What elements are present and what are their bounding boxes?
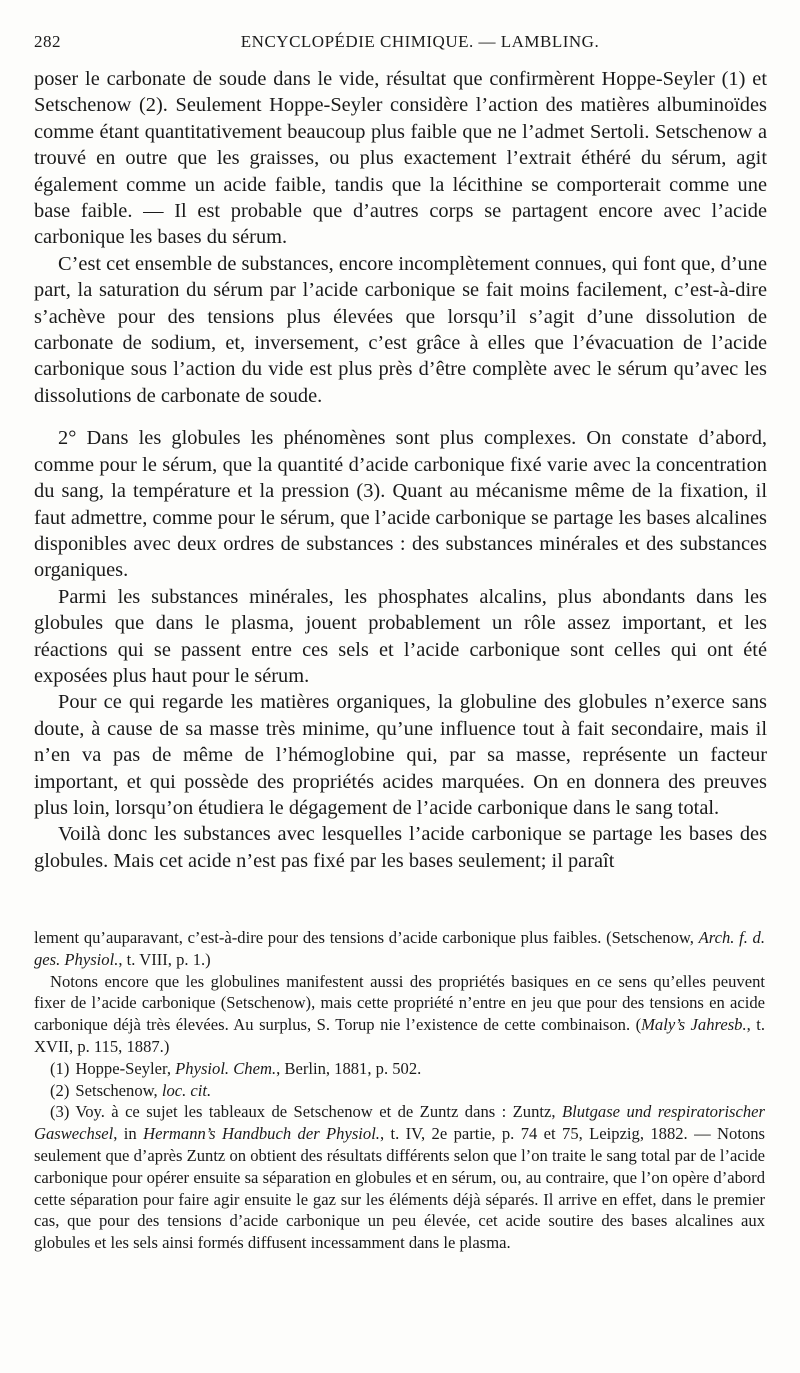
main-text bbox=[34, 66, 767, 874]
footnote-text: , t. IV, 2e partie, p. 74 et 75, Leipzig, 1882. — Notons seulement que d’après Zuntz on obtient des résultats différents selon que l’on traite le sang total par de l’acide carbonique pour opérer ensuite sa séparation en globules et en sérum, ou, au contraire, que l’on opère d’abord cette séparation pour faire agir ensuite le gaz sur les éléments déjà séparés. Il arrive en effet, dans le premier cas, que pour des tensions d’acide carbonique un peu élevée, cet acide soutire des bases alcalines aux globules et les sels ainsi formés diffusent incessamment dans le plasma. bbox=[34, 1124, 766, 1253]
paragraph-2: C’est cet ensemble de substances, encore incomplètement connues, qui font que, d’une part, la saturation du sérum par l’acide carbonique se fait moins facilement, c’est-à-dire s’achève pour des tensions plus élevées que lorsqu’il s’agit d’une dissolution de carbonate de sodium, et, inversement, c’est grâce à elles que l’évacuation de l’acide carbonique sous l’action du vide est plus près d’être complète avec le sérum qu’avec les dissolutions de carbonate de soude. bbox=[34, 252, 767, 407]
paragraph-5: Pour ce qui regarde les matières organiques, la globuline des globules n’exerce sans doute, à cause de sa masse très minime, qu’une influence tout à fait secondaire, mais il n’en va pas de même de l’hémoglobine qui, par sa masse, représente un facteur important, et qui possède des propriétés acides marquées. On en donnera des preuves plus loin, lorsqu’on étudiera le dégagement de l’acide carbonique dans le sang total. bbox=[34, 691, 767, 819]
footnote-citation: Arch. f. d. ges. Physiol. bbox=[34, 928, 765, 969]
footnote-marker: (1) bbox=[50, 1058, 70, 1078]
footnotes bbox=[34, 927, 765, 1254]
paragraph-4: Parmi les substances minérales, les phosphates alcalins, plus abondants dans les globules que dans le plasma, jouent probablement un rôle assez important, et les réactions qui se passent entre ces sels et l’acide carbonique sont celles qui ont été exposées plus haut pour le sérum. bbox=[34, 585, 767, 687]
running-title: ENCYCLOPÉDIE CHIMIQUE. — LAMBLING. bbox=[240, 32, 600, 51]
footnote-text: lement qu’auparavant, c’est-à-dire pour des tensions d’acide carbonique plus faibles. (Setschenow, bbox=[34, 928, 699, 947]
paragraph-1: poser le carbonate de soude dans le vide, résultat que confirmèrent Hoppe-Seyler (1) et Setschenow (2). Seulement Hoppe-Seyler considère l’action des matières albuminoïdes comme étant quantitativement beaucoup plus faible que ne l’admet Sertoli. Setschenow a trouvé en outre que les graisses, ou plus exactement l’extrait éthéré du sérum, agit également comme un acide faible, tandis que la lécithine se comporterait comme une base faible. — Il est probable que d’autres corps se partagent encore avec l’acide carbonique les bases du sérum. bbox=[34, 68, 767, 249]
footnote-3 bbox=[34, 1101, 765, 1254]
footnote-marker: (3) bbox=[50, 1102, 70, 1122]
footnote-text: , t. VIII, p. 1.) bbox=[118, 949, 211, 969]
footnote-text: , in bbox=[113, 1124, 144, 1144]
footnote-text: Voy. à ce sujet les tableaux de Setschenow et de Zuntz dans : Zuntz, bbox=[75, 1102, 562, 1122]
footnote-text: , t. XVII, p. 115, 1887.) bbox=[34, 1015, 766, 1056]
footnote-text: , Berlin, 1881, p. 502. bbox=[276, 1058, 422, 1078]
footnote-citation: Maly’s Jahresb. bbox=[641, 1015, 747, 1035]
footnote-marker: (2) bbox=[50, 1080, 70, 1100]
footnote-citation: Physiol. Chem. bbox=[175, 1058, 277, 1078]
paragraph-6: Voilà donc les substances avec lesquelles l’acide carbonique se partage les bases des globules. Mais cet acide n’est pas fixé par les bases seulement; il paraît bbox=[34, 823, 767, 872]
footnote-citation: Blutgase und respiratorischer Gaswechsel bbox=[34, 1102, 765, 1144]
running-header bbox=[34, 32, 766, 58]
footnote-2 bbox=[34, 1080, 765, 1102]
footnote-1 bbox=[34, 1058, 765, 1080]
footnote-continuation bbox=[34, 927, 765, 971]
footnote-text: Setschenow, bbox=[75, 1080, 162, 1100]
footnote-citation: Hermann’s Handbuch der Physiol. bbox=[143, 1124, 380, 1144]
page-number: 282 bbox=[34, 32, 61, 51]
footnote-note bbox=[34, 971, 765, 1058]
footnote-text: Notons encore que les globulines manifestent aussi des propriétés basiques en ce sens qu’elles peuvent fixer de l’acide carbonique (Setschenow), mais cette propriété n’entre en jeu que pour des tensions en acide carbonique déjà très élevées. Au surplus, S. Torup nie l’existence de cette combinaison. ( bbox=[34, 971, 765, 1035]
paragraph-3: 2° Dans les globules les phénomènes sont plus complexes. On constate d’abord, comme pour le sérum, que la quantité d’acide carbonique fixé varie avec la concentration du sang, la température et la pression (3). Quant au mécanisme même de la fixation, il faut admettre, comme pour le sérum, que l’acide carbonique se partage les bases alcalines disponibles avec deux ordres de substances : des substances minérales et des substances organiques. bbox=[34, 427, 767, 582]
footnote-text: Hoppe-Seyler, bbox=[75, 1058, 176, 1078]
footnote-citation: loc. cit. bbox=[161, 1080, 212, 1100]
